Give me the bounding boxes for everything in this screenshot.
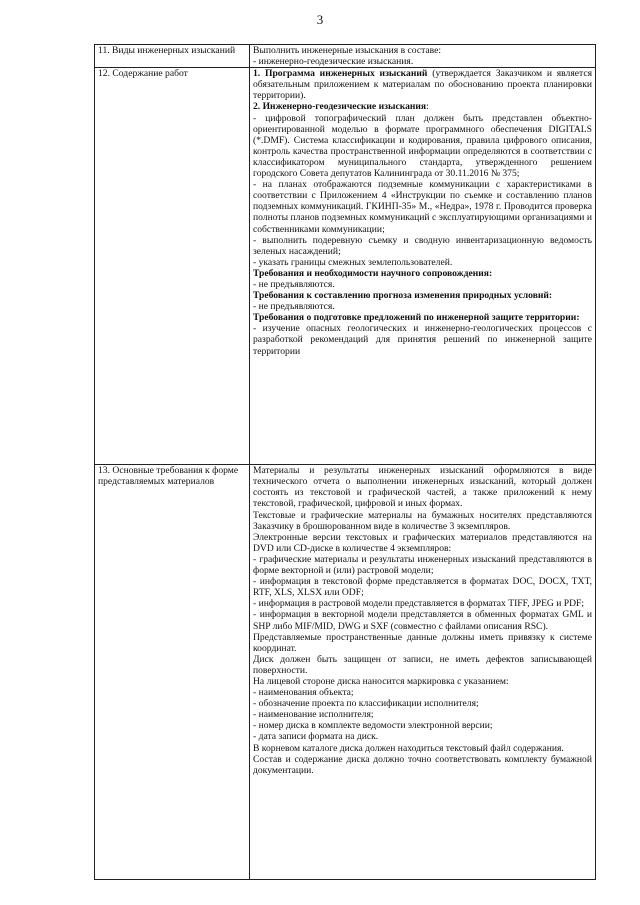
list-item: - информация в растровой модели представляется в форматах TIFF, JPEG и PDF; bbox=[253, 598, 585, 610]
list-item: - наименование исполнителя; bbox=[253, 709, 374, 721]
list-item: - цифровой топографический план должен быть представлен объектно-ориентированной моделью в формате программного обеспечения DIGITALS (*.DMF). Система классификации и кодирования, правила цифрового описания, контроль качества пространственной информации определяются в соответствии с классификатором муниципального стандарта, утвержденного решением городского Совета депутатов Калининграда от 30.11.2016 № 375; bbox=[253, 112, 592, 180]
paragraph: Состав и содержание диска должно точно соответствовать комплекту бумажной документации. bbox=[253, 753, 592, 776]
row-content bbox=[250, 68, 596, 465]
paragraph: В корневом каталоге диска должен находиться текстовый файл содержания. bbox=[253, 742, 564, 754]
list-item: - графические материалы и результаты инженерных изысканий представляются в форме векторной и (или) растровой модели; bbox=[253, 553, 592, 577]
list-item: - информация в текстовой форме представляется в форматах DOC, DOCX, TXT, RTF, XLS, XLSX или ODF; bbox=[253, 576, 592, 599]
program-heading: 1. Программа инженерных изысканий bbox=[253, 68, 428, 80]
forecast-text: - не предъявляются. bbox=[253, 301, 335, 313]
program-text: (утверждается Заказчиком и является обязательным приложением к материалам по обоснованию проекта планировки территории). bbox=[253, 68, 592, 102]
science-support-heading: Требования и необходимости научного сопровождения: bbox=[253, 267, 493, 279]
row-label: 11. Виды инженерных изысканий bbox=[95, 45, 250, 68]
list-item: - дата записи формата на диск. bbox=[253, 731, 379, 743]
row-label: 13. Основные требования к форме представляемых материалов bbox=[95, 465, 250, 880]
paragraph: Диск должен быть защищен от записи, не иметь дефектов записывающей поверхности. bbox=[253, 653, 592, 676]
list-item: - информация в векторной модели представляется в обменных форматах GML и SHP либо MIF/MID, DWG и SXF (совместно с файлами описания RSC). bbox=[253, 609, 592, 632]
paragraph: На лицевой стороне диска наносится маркировка с указанием: bbox=[253, 675, 509, 687]
paragraph: Представляемые пространственные данные должны иметь привязку к системе координат. bbox=[253, 631, 592, 654]
forecast-heading: Требования к составлению прогноза изменения природных условий: bbox=[253, 290, 553, 302]
paragraph: Текстовые и графические материалы на бумажных носителях представляются Заказчику в брошюрованном виде в количестве 3 экземпляров. bbox=[253, 509, 592, 532]
table-row bbox=[95, 45, 596, 68]
text-line: Выполнить инженерные изыскания в составе: bbox=[253, 45, 442, 56]
protection-text: - изучение опасных геологических и инженерно-геологических процессов с разработкой рекомендаций для принятия решений по инженерной защите территории bbox=[253, 323, 592, 357]
program-paragraph bbox=[253, 68, 592, 101]
list-item: - наименования объекта; bbox=[253, 687, 354, 699]
list-item: - выполнить подеревную съемку и сводную инвентаризационную ведомость зеленых насаждений; bbox=[253, 234, 592, 257]
science-support-text: - не предъявляются. bbox=[253, 278, 335, 290]
table-row bbox=[95, 68, 596, 465]
list-item: - номер диска в комплекте ведомости электронной версии; bbox=[253, 720, 493, 732]
geodetic-heading-line bbox=[253, 101, 592, 112]
list-item: - указать границы смежных землепользователей. bbox=[253, 256, 453, 268]
page-number: 3 bbox=[316, 12, 324, 27]
row-content bbox=[250, 45, 596, 68]
row-content bbox=[250, 465, 596, 880]
list-item: - на планах отображаются подземные коммуникации с характеристиками в соответствии с Приложением 4 «Инструкции по съемке и составлению планов подземных коммуникаций. ГКИНП-35» М., «Недра», 1978 г. Проводится проверка полноты планов подземных коммуникаций с эксплуатирующими организациями и собственниками коммуникации; bbox=[253, 179, 592, 235]
text-line: - инженерно-геодезические изыскания. bbox=[253, 56, 414, 68]
geodetic-heading-colon: : bbox=[426, 101, 429, 113]
paragraph: Материалы и результаты инженерных изысканий оформляются в виде технического отчета о выполнении инженерных изысканий, который должен состоять из текстовой и графической частей, а также приложений к нему текстовой, графической, цифровой и иных формах. bbox=[253, 465, 592, 510]
table-row bbox=[95, 465, 596, 880]
list-item: - обозначение проекта по классификации исполнителя; bbox=[253, 698, 479, 710]
paragraph: Электронные версии текстовых и графических материалов представляются на DVD или CD-диске в количестве 4 экземпляров: bbox=[253, 531, 592, 554]
row-label: 12. Содержание работ bbox=[95, 68, 250, 465]
requirements-table bbox=[94, 44, 596, 880]
protection-heading: Требования о подготовке предложений по инженерной защите территории: bbox=[253, 312, 580, 324]
geodetic-heading: 2. Инженерно-геодезические изыскания bbox=[253, 101, 427, 113]
